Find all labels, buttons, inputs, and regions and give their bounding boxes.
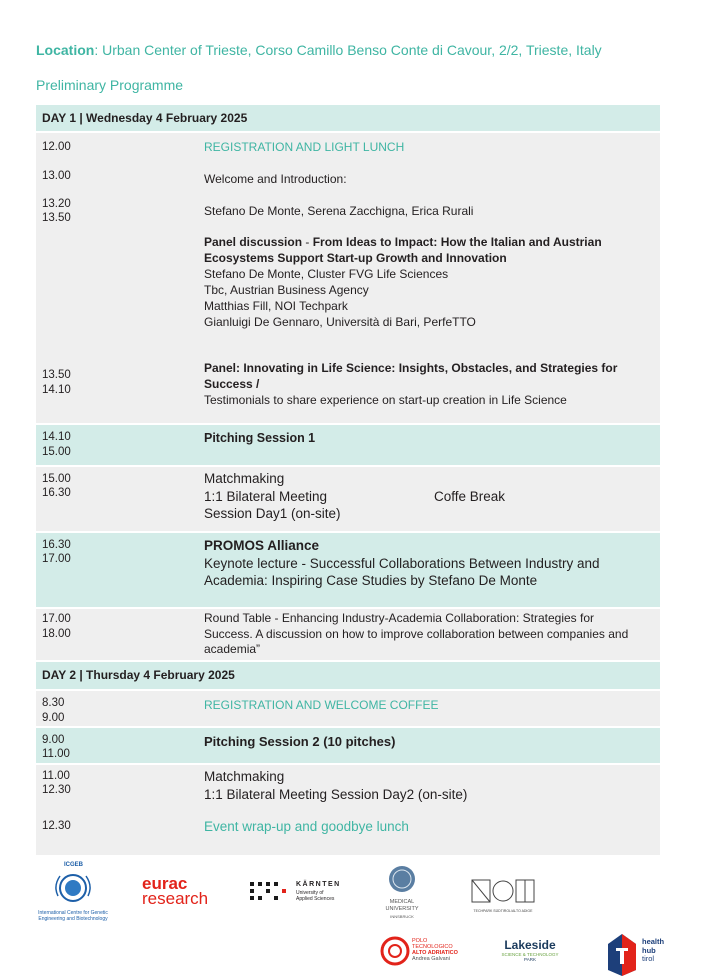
pitch2-title: Pitching Session 2 (10 pitches)	[204, 734, 396, 749]
matchmaking-day2	[36, 765, 660, 855]
health-hub-tirol-logo	[604, 930, 665, 978]
panel-label: Panel discussion	[204, 235, 303, 249]
icgeb-name	[28, 910, 118, 922]
day2-header: DAY 2 | Thursday 4 February 2025	[36, 662, 660, 689]
noi-mark-icon	[470, 878, 536, 904]
registration-text: REGISTRATION AND WELCOME COFFEE	[204, 698, 439, 712]
pitch1-title: Pitching Session 1	[204, 431, 316, 445]
eurac-logo	[142, 876, 208, 907]
panelist: Tbc, Austrian Business Agency	[204, 283, 369, 297]
polo-logo	[380, 936, 458, 971]
matchmaking-text	[204, 470, 341, 523]
noi-logo	[470, 878, 536, 913]
time-start: 9.00	[42, 734, 65, 746]
bilateral-label: 1:1 Bilateral Meeting	[204, 488, 328, 504]
panel2	[204, 360, 654, 408]
time-end: 15.00	[42, 446, 71, 458]
medical-university-logo	[380, 864, 424, 920]
pitching-session-2	[36, 728, 660, 763]
health-l1: health	[642, 937, 665, 946]
day1-opening-block	[36, 133, 660, 423]
time-wrapup: 12.30	[42, 820, 71, 832]
karnten-logo	[248, 880, 341, 907]
time-start: 8.30	[42, 697, 65, 709]
location-line	[36, 42, 602, 58]
panelist: Stefano De Monte, Cluster FVG Life Sciences	[204, 267, 449, 281]
time-start: 14.10	[42, 431, 71, 443]
medical-line3: INNSBRUCK	[390, 914, 414, 919]
welcome-text: Welcome and Introduction:	[204, 172, 347, 186]
medical-text	[380, 899, 424, 920]
time-start: 16.30	[42, 539, 71, 551]
icgeb-line2: Engineering and Biotechnology	[38, 916, 108, 922]
health-hub-text	[642, 938, 664, 964]
eurac-line1: eurac	[142, 874, 188, 893]
wrapup-text: Event wrap-up and goodbye lunch	[204, 819, 409, 834]
polo-circle-icon	[380, 936, 410, 966]
coffee-break: Coffe Break	[434, 489, 506, 504]
time-welcome: 13.00	[42, 170, 71, 182]
panel-sep: -	[302, 235, 313, 249]
karnten-dots-icon	[248, 880, 292, 902]
round-table-text: Round Table - Enhancing Industry-Academia Collaboration: Strategies for Success. A discussion on how to improve collaboration between companies and academia”	[204, 611, 629, 656]
icgeb-abbr: ICGEB	[64, 862, 84, 868]
lakeside-name: Lakeside	[504, 938, 556, 952]
welcome-speakers: Stefano De Monte, Serena Zacchigna, Erica Rurali	[204, 204, 474, 218]
matchmaking-label: Matchmaking	[204, 769, 285, 784]
time-start: 17.00	[42, 613, 71, 625]
polo-l1: POLO	[412, 938, 428, 944]
noi-sub: TECHPARK SÜDTIROL/ALTO ADIGE	[473, 909, 533, 913]
time-end: 11.00	[42, 748, 70, 760]
medical-line2: UNIVERSITY	[385, 906, 419, 912]
time-panel-end: 13.50	[42, 212, 71, 224]
lakeside-logo	[490, 938, 570, 962]
karnten-name: KÄRNTEN	[296, 881, 341, 888]
time-end: 18.00	[42, 628, 71, 640]
medical-seal-icon	[380, 864, 424, 894]
panel2-subtitle: Testimonials to share experience on start-up creation in Life Science	[204, 393, 567, 407]
partner-logos	[0, 860, 703, 978]
matchmaking-label: Matchmaking	[204, 471, 285, 486]
location-label: Location	[36, 42, 95, 58]
polo-l2: TECNOLOGICO	[412, 944, 453, 950]
promos-text	[204, 537, 644, 590]
promos-keynote: Keynote lecture - Successful Collaborations Between Industry and Academia: Inspiring Case Studies by Stefano De Monte	[204, 555, 600, 588]
time-panel2-start: 13.50	[42, 369, 71, 381]
health-l2: hub	[642, 945, 656, 955]
medical-line1: MEDICAL	[389, 899, 415, 905]
icgeb-emblem-icon	[28, 866, 118, 910]
promos-title: PROMOS Alliance	[204, 538, 320, 553]
polo-l3: ALTO ADRIATICO	[412, 950, 458, 956]
panel2-title: Panel: Innovating in Life Science: Insights, Obstacles, and Strategies for Success /	[204, 361, 618, 391]
registration-text: REGISTRATION AND LIGHT LUNCH	[204, 140, 405, 154]
time-end: 12.30	[42, 784, 71, 796]
location-value: : Urban Center of Trieste, Corso Camillo Benso Conte di Cavour, 2/2, Trieste, Italy	[94, 42, 602, 58]
eurac-line2: research	[142, 889, 209, 908]
karnten-sub	[296, 890, 334, 902]
health-l3: tirol	[642, 954, 655, 963]
lakeside-sub: SCIENCE & TECHNOLOGY	[501, 952, 559, 957]
health-hub-shield-icon	[604, 930, 640, 976]
day1-header: DAY 1 | Wednesday 4 February 2025	[36, 105, 660, 131]
icgeb-line1: International Centre for Genetic	[38, 910, 108, 916]
session-label: Session Day1 (on-site)	[204, 506, 341, 521]
karnten-sub1: University of	[296, 890, 324, 896]
time-end: 16.30	[42, 487, 71, 499]
time-panel-start: 13.20	[42, 198, 71, 210]
lakeside-park: PARK	[524, 957, 536, 962]
time-end: 17.00	[42, 553, 71, 565]
round-table	[36, 609, 660, 660]
pitching-session-1	[36, 425, 660, 465]
noi-text	[470, 878, 471, 879]
matchmaking-day1	[36, 467, 660, 531]
panel-title: From Ideas to Impact: How the Italian and Austrian Ecosystems Support Start-up Growth and Innovation	[204, 235, 602, 265]
time-start: 15.00	[42, 473, 71, 485]
icgeb-logo	[28, 862, 118, 926]
time-start: 11.00	[42, 770, 70, 782]
time-panel2-end: 14.10	[42, 384, 71, 396]
polo-text	[412, 938, 458, 962]
panel-discussion	[204, 234, 654, 330]
time-start: 12.00	[42, 141, 71, 153]
karnten-sub2: Applied Sciences	[296, 896, 335, 902]
time-end: 9.00	[42, 712, 65, 724]
panelist: Matthias Fill, NOI Techpark	[204, 299, 348, 313]
promos-alliance	[36, 533, 660, 607]
programme-subtitle: Preliminary Programme	[36, 77, 184, 93]
day2-registration	[36, 691, 660, 726]
polo-l4: Andrea Galvani	[412, 956, 450, 962]
panelist: Gianluigi De Gennaro, Università di Bari, PerfeTTO	[204, 315, 476, 329]
bilateral-label: 1:1 Bilateral Meeting Session Day2 (on-site)	[204, 786, 468, 802]
matchmaking-text	[204, 768, 467, 803]
